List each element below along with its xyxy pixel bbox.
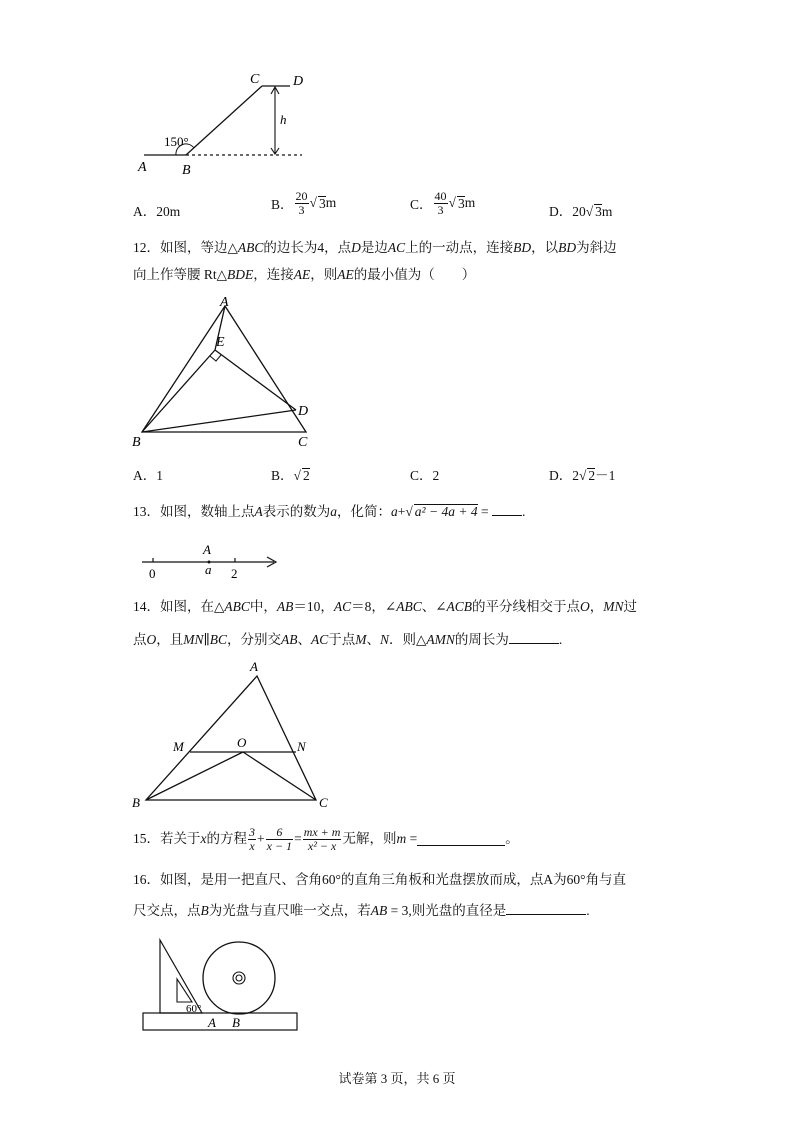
math: AB <box>281 632 298 647</box>
text: 16．如图，是用一把直尺、含角 <box>133 872 322 887</box>
label-B: B <box>132 435 141 450</box>
text: 12．如图，等边 <box>133 240 228 255</box>
text: + <box>257 831 265 846</box>
option-d-label: D．20 <box>549 204 586 219</box>
sqrt-sign: √ <box>579 468 587 483</box>
label-angle: 60° <box>186 1003 202 1015</box>
label-N: N <box>297 739 306 754</box>
fraction-den: x <box>249 838 255 853</box>
text: + <box>397 504 406 519</box>
sqrt-sign: √ <box>293 468 301 483</box>
math: BD <box>513 240 532 255</box>
text: 于点 <box>328 632 356 647</box>
text: = <box>406 831 418 846</box>
math: O <box>146 632 157 647</box>
label-O: O <box>237 735 247 750</box>
math: AE <box>337 267 354 282</box>
q14-line-2 <box>133 631 562 647</box>
fraction-num: mx + m <box>303 825 341 839</box>
sqrt-sign: √ <box>405 504 413 519</box>
math: x <box>200 831 207 846</box>
disc-hole-inner <box>236 975 242 981</box>
q13-text <box>133 503 525 519</box>
segment-bo <box>146 752 243 800</box>
ruler <box>143 1013 297 1030</box>
label-a: a <box>205 562 212 577</box>
math: A <box>254 504 263 519</box>
q11-option-d <box>549 200 612 220</box>
text: ，连接 <box>253 267 294 282</box>
label-C: C <box>298 435 308 450</box>
text: 的方程 <box>206 831 247 846</box>
fraction-den: 3 <box>298 202 305 217</box>
math: △ABC <box>214 599 250 614</box>
disc-hole-outer <box>233 972 245 984</box>
option-b-label: B． <box>271 197 294 213</box>
math: N <box>380 632 390 647</box>
math: AMN <box>426 632 455 647</box>
q11-option-c <box>410 190 475 216</box>
math: AC <box>387 240 406 255</box>
text: 、∠ <box>421 599 447 614</box>
label-A: A <box>220 295 229 310</box>
fraction-den: 3 <box>437 202 444 217</box>
math: ABC <box>396 599 422 614</box>
text: 的平分线相交于点 <box>472 599 581 614</box>
page-footer: 试卷第 3 页，共 6 页 <box>338 1071 456 1086</box>
option-c-label: C． <box>410 197 433 213</box>
radicand: 2 <box>302 468 310 483</box>
math: BD <box>558 240 577 255</box>
label-B: B <box>232 1015 240 1030</box>
q15-text <box>133 826 519 852</box>
text: ＝10， <box>293 599 334 614</box>
text: ，则 <box>310 267 338 282</box>
fraction-num: 40 <box>434 189 447 203</box>
math: m <box>396 831 407 846</box>
sqrt-sign: √ <box>448 195 456 211</box>
fraction-3-over-x <box>248 826 256 852</box>
radicand: a² − 4a + 4 <box>414 504 478 519</box>
triangle-abc <box>142 306 309 432</box>
text: . <box>586 903 590 918</box>
text: 的最小值为（ ） <box>353 267 476 282</box>
unit: m <box>464 195 476 211</box>
label-B: B <box>132 795 140 810</box>
math: M <box>355 632 367 647</box>
label-B: B <box>182 163 191 178</box>
fraction-num: 6 <box>266 826 293 840</box>
text: 无解，则 <box>342 831 397 846</box>
text: . <box>558 632 563 647</box>
figure-ruler-disc <box>140 932 304 1038</box>
text: 、 <box>366 632 381 647</box>
answer-blank <box>492 503 522 516</box>
text: 。 <box>505 831 519 846</box>
sqrt-sign: √ <box>309 195 317 211</box>
answer-blank <box>417 833 505 846</box>
radicand: 3 <box>457 195 465 211</box>
q16-line-2 <box>133 902 590 918</box>
text: ＝8，∠ <box>351 599 397 614</box>
math: AC <box>311 632 329 647</box>
label-two: 2 <box>231 566 238 581</box>
math: MN <box>603 599 624 614</box>
text: ．则△ <box>389 632 427 647</box>
option-b-label: B． <box>271 468 294 483</box>
label-C: C <box>250 72 260 87</box>
triangle-abc <box>146 676 316 800</box>
text: ，以 <box>531 240 559 255</box>
text: 、 <box>297 632 311 647</box>
label-A: A <box>208 1015 216 1030</box>
text: 15．若关于 <box>133 831 201 846</box>
label-zero: 0 <box>149 566 156 581</box>
q12-line-1 <box>133 241 617 255</box>
text: 过 <box>623 599 638 614</box>
answer-blank <box>509 631 559 644</box>
label-E: E <box>216 335 225 350</box>
text: 为斜边 <box>576 240 617 255</box>
label-h: h <box>280 112 287 127</box>
text: 中， <box>249 599 277 614</box>
math: O <box>580 599 590 614</box>
math: AB <box>276 599 294 614</box>
text: ，化简： <box>337 504 391 519</box>
segment-ed <box>215 350 296 410</box>
text: 点 <box>133 632 147 647</box>
fraction-mx-plus-m <box>303 826 342 852</box>
text: 则光盘的直径是 <box>411 903 507 918</box>
text: 表示的数为 <box>262 504 331 519</box>
text: = <box>477 504 492 519</box>
math: B <box>200 903 209 918</box>
unit: m <box>325 195 337 211</box>
option-d-label: D．2 <box>549 468 579 483</box>
q12-option-b <box>271 464 310 484</box>
math: 60° <box>322 872 341 887</box>
label-A: A <box>203 542 211 557</box>
q12-option-c: C．2 <box>410 468 440 483</box>
label-angle: 150° <box>164 134 189 149</box>
q12-option-a: A．1 <box>133 468 163 483</box>
math: AB <box>370 903 388 918</box>
disc <box>203 942 275 1014</box>
label-A: A <box>138 160 147 175</box>
answer-blank <box>506 902 586 915</box>
math: ACB <box>446 599 473 614</box>
label-A: A <box>250 659 258 674</box>
text: ，分别交 <box>227 632 281 647</box>
right-angle-mark <box>210 355 221 361</box>
text: 为光盘与直尺唯一交点，若 <box>208 903 371 918</box>
figure-triangle-amn <box>126 656 340 812</box>
text: . <box>521 504 526 519</box>
text: 上的一动点，连接 <box>405 240 514 255</box>
minus-one: －1 <box>595 468 616 483</box>
math: D <box>351 240 361 255</box>
label-D: D <box>293 74 304 89</box>
q12-line-2 <box>133 268 475 282</box>
radicand: 3 <box>595 204 602 219</box>
segment-be <box>142 350 215 432</box>
text: 的直角三角板和光盘摆放而成，点A为 <box>340 872 567 887</box>
math: AE <box>293 267 311 282</box>
text: 的周长为 <box>454 632 509 647</box>
option-b-fraction <box>295 190 309 216</box>
text: 14．如图，在 <box>133 599 214 614</box>
segment-bd <box>142 410 296 432</box>
fraction-num: 3 <box>249 825 255 839</box>
math: BDE <box>227 267 254 282</box>
q11-option-a: A．20m <box>133 204 181 219</box>
math: a <box>391 504 398 519</box>
fraction-den: x − 1 <box>266 838 293 853</box>
radicand: 2 <box>588 468 596 483</box>
label-M: M <box>173 739 184 754</box>
text: ， <box>589 599 604 614</box>
fraction-6-over-x-minus-1 <box>266 826 293 852</box>
label-C: C <box>319 795 328 810</box>
sqrt-sign: √ <box>585 204 594 219</box>
text: 向上作等腰 Rt△ <box>133 267 228 282</box>
q14-line-1 <box>133 600 637 614</box>
unit: m <box>601 204 613 219</box>
text: 尺交点，点 <box>133 903 201 918</box>
fraction-num: 20 <box>295 189 308 203</box>
label-D: D <box>298 404 309 419</box>
text: 角与直 <box>585 872 627 887</box>
fraction-den: x² − x <box>307 838 337 853</box>
math: MN∥BC <box>183 632 227 647</box>
text: 是边 <box>360 240 388 255</box>
figure-number-line <box>138 540 288 582</box>
text: = 3, <box>387 903 412 918</box>
math: AC <box>333 599 352 614</box>
text: 13．如图，数轴上点 <box>133 504 255 519</box>
text: 的边长为4，点 <box>263 240 352 255</box>
math: a <box>330 504 337 519</box>
option-c-fraction <box>434 190 448 216</box>
q12-option-d <box>549 464 615 484</box>
radicand: 3 <box>318 195 326 211</box>
math: △ABC <box>227 240 264 255</box>
figure-triangle-bde <box>128 292 328 452</box>
math: 60° <box>566 872 586 887</box>
figure-slope <box>130 66 310 178</box>
q11-option-b <box>271 190 336 216</box>
text: = <box>294 831 302 846</box>
text: ，且 <box>156 632 184 647</box>
q16-line-1 <box>133 873 626 887</box>
slope-line <box>186 86 262 155</box>
